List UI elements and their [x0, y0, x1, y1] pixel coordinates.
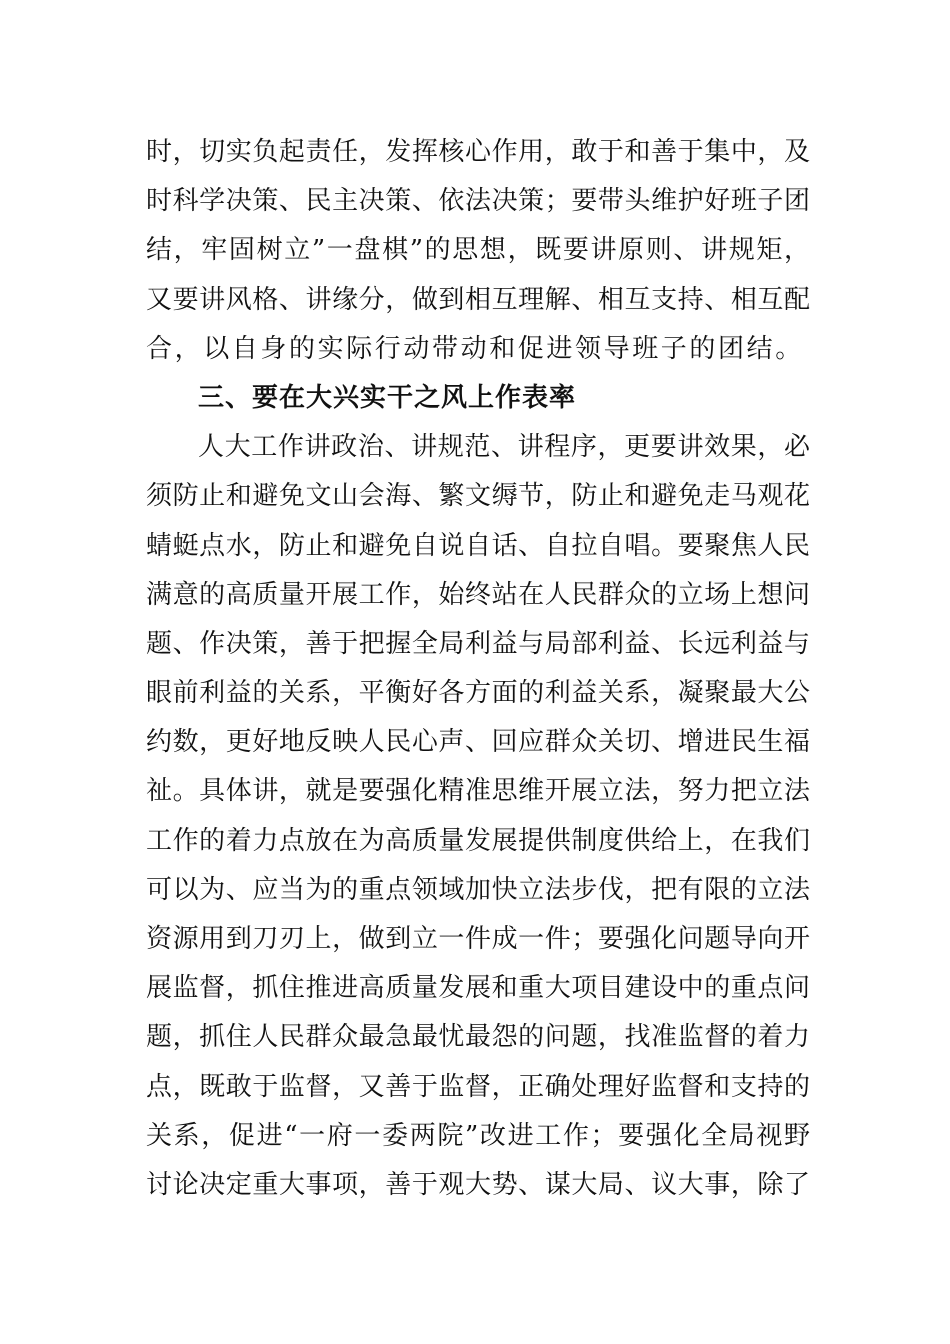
text-line: 展监督，抓住推进高质量发展和重大项目建设中的重点问 — [146, 973, 810, 1004]
text-line: 关系，促进“一府一委两院”改进工作；要强化全局视野 — [146, 1120, 810, 1151]
text-line: 资源用到刀刃上，做到立一件成一件；要强化问题导向开 — [146, 924, 810, 954]
text-line: 人大工作讲政治、讲规范、讲程序，更要讲效果，必 — [198, 432, 810, 463]
section-heading: 三、要在大兴实干之风上作表率 — [198, 382, 577, 413]
text-line: 结，牢固树立”一盘棋”的思想，既要讲原则、讲规矩， — [146, 235, 810, 266]
text-line: 祉。具体讲，就是要强化精准思维开展立法，努力把立法 — [146, 776, 810, 807]
document-body — [146, 128, 810, 1210]
text-line: 约数，更好地反映人民心声、回应群众关切、增进民生福 — [146, 727, 810, 758]
paragraph-1 — [146, 128, 810, 374]
text-line: 须防止和避免文山会海、繁文缛节，防止和避免走马观花 — [146, 481, 810, 512]
text-line: 题、作决策，善于把握全局利益与局部利益、长远利益与 — [146, 628, 810, 659]
text-line: 可以为、应当为的重点领域加快立法步伐，把有限的立法 — [146, 874, 810, 905]
text-line: 时，切实负起责任，发挥核心作用，敢于和善于集中，及 — [146, 137, 810, 167]
text-line: 时科学决策、民主决策、依法决策；要带头维护好班子团 — [146, 186, 810, 217]
text-line: 满意的高质量开展工作，始终站在人民群众的立场上想问 — [146, 579, 810, 610]
text-line: 工作的着力点放在为高质量发展提供制度供给上，在我们 — [146, 825, 810, 856]
text-line: 眼前利益的关系，平衡好各方面的利益关系，凝聚最大公 — [146, 678, 810, 709]
text-line: 题，抓住人民群众最急最忧最怨的问题，找准监督的着力 — [146, 1022, 810, 1053]
text-line: 又要讲风格、讲缘分，做到相互理解、相互支持、相互配 — [146, 284, 810, 315]
text-line: 蜻蜓点水，防止和避免自说自话、自拉自唱。要聚焦人民 — [146, 530, 810, 561]
text-line: 点，既敢于监督，又善于监督，正确处理好监督和支持的 — [146, 1071, 810, 1102]
text-line: 讨论决定重大事项，善于观大势、谋大局、议大事，除了 — [146, 1169, 810, 1200]
text-line: 合，以自身的实际行动带动和促进领导班子的团结。 — [146, 333, 804, 364]
paragraph-2 — [146, 423, 810, 1210]
